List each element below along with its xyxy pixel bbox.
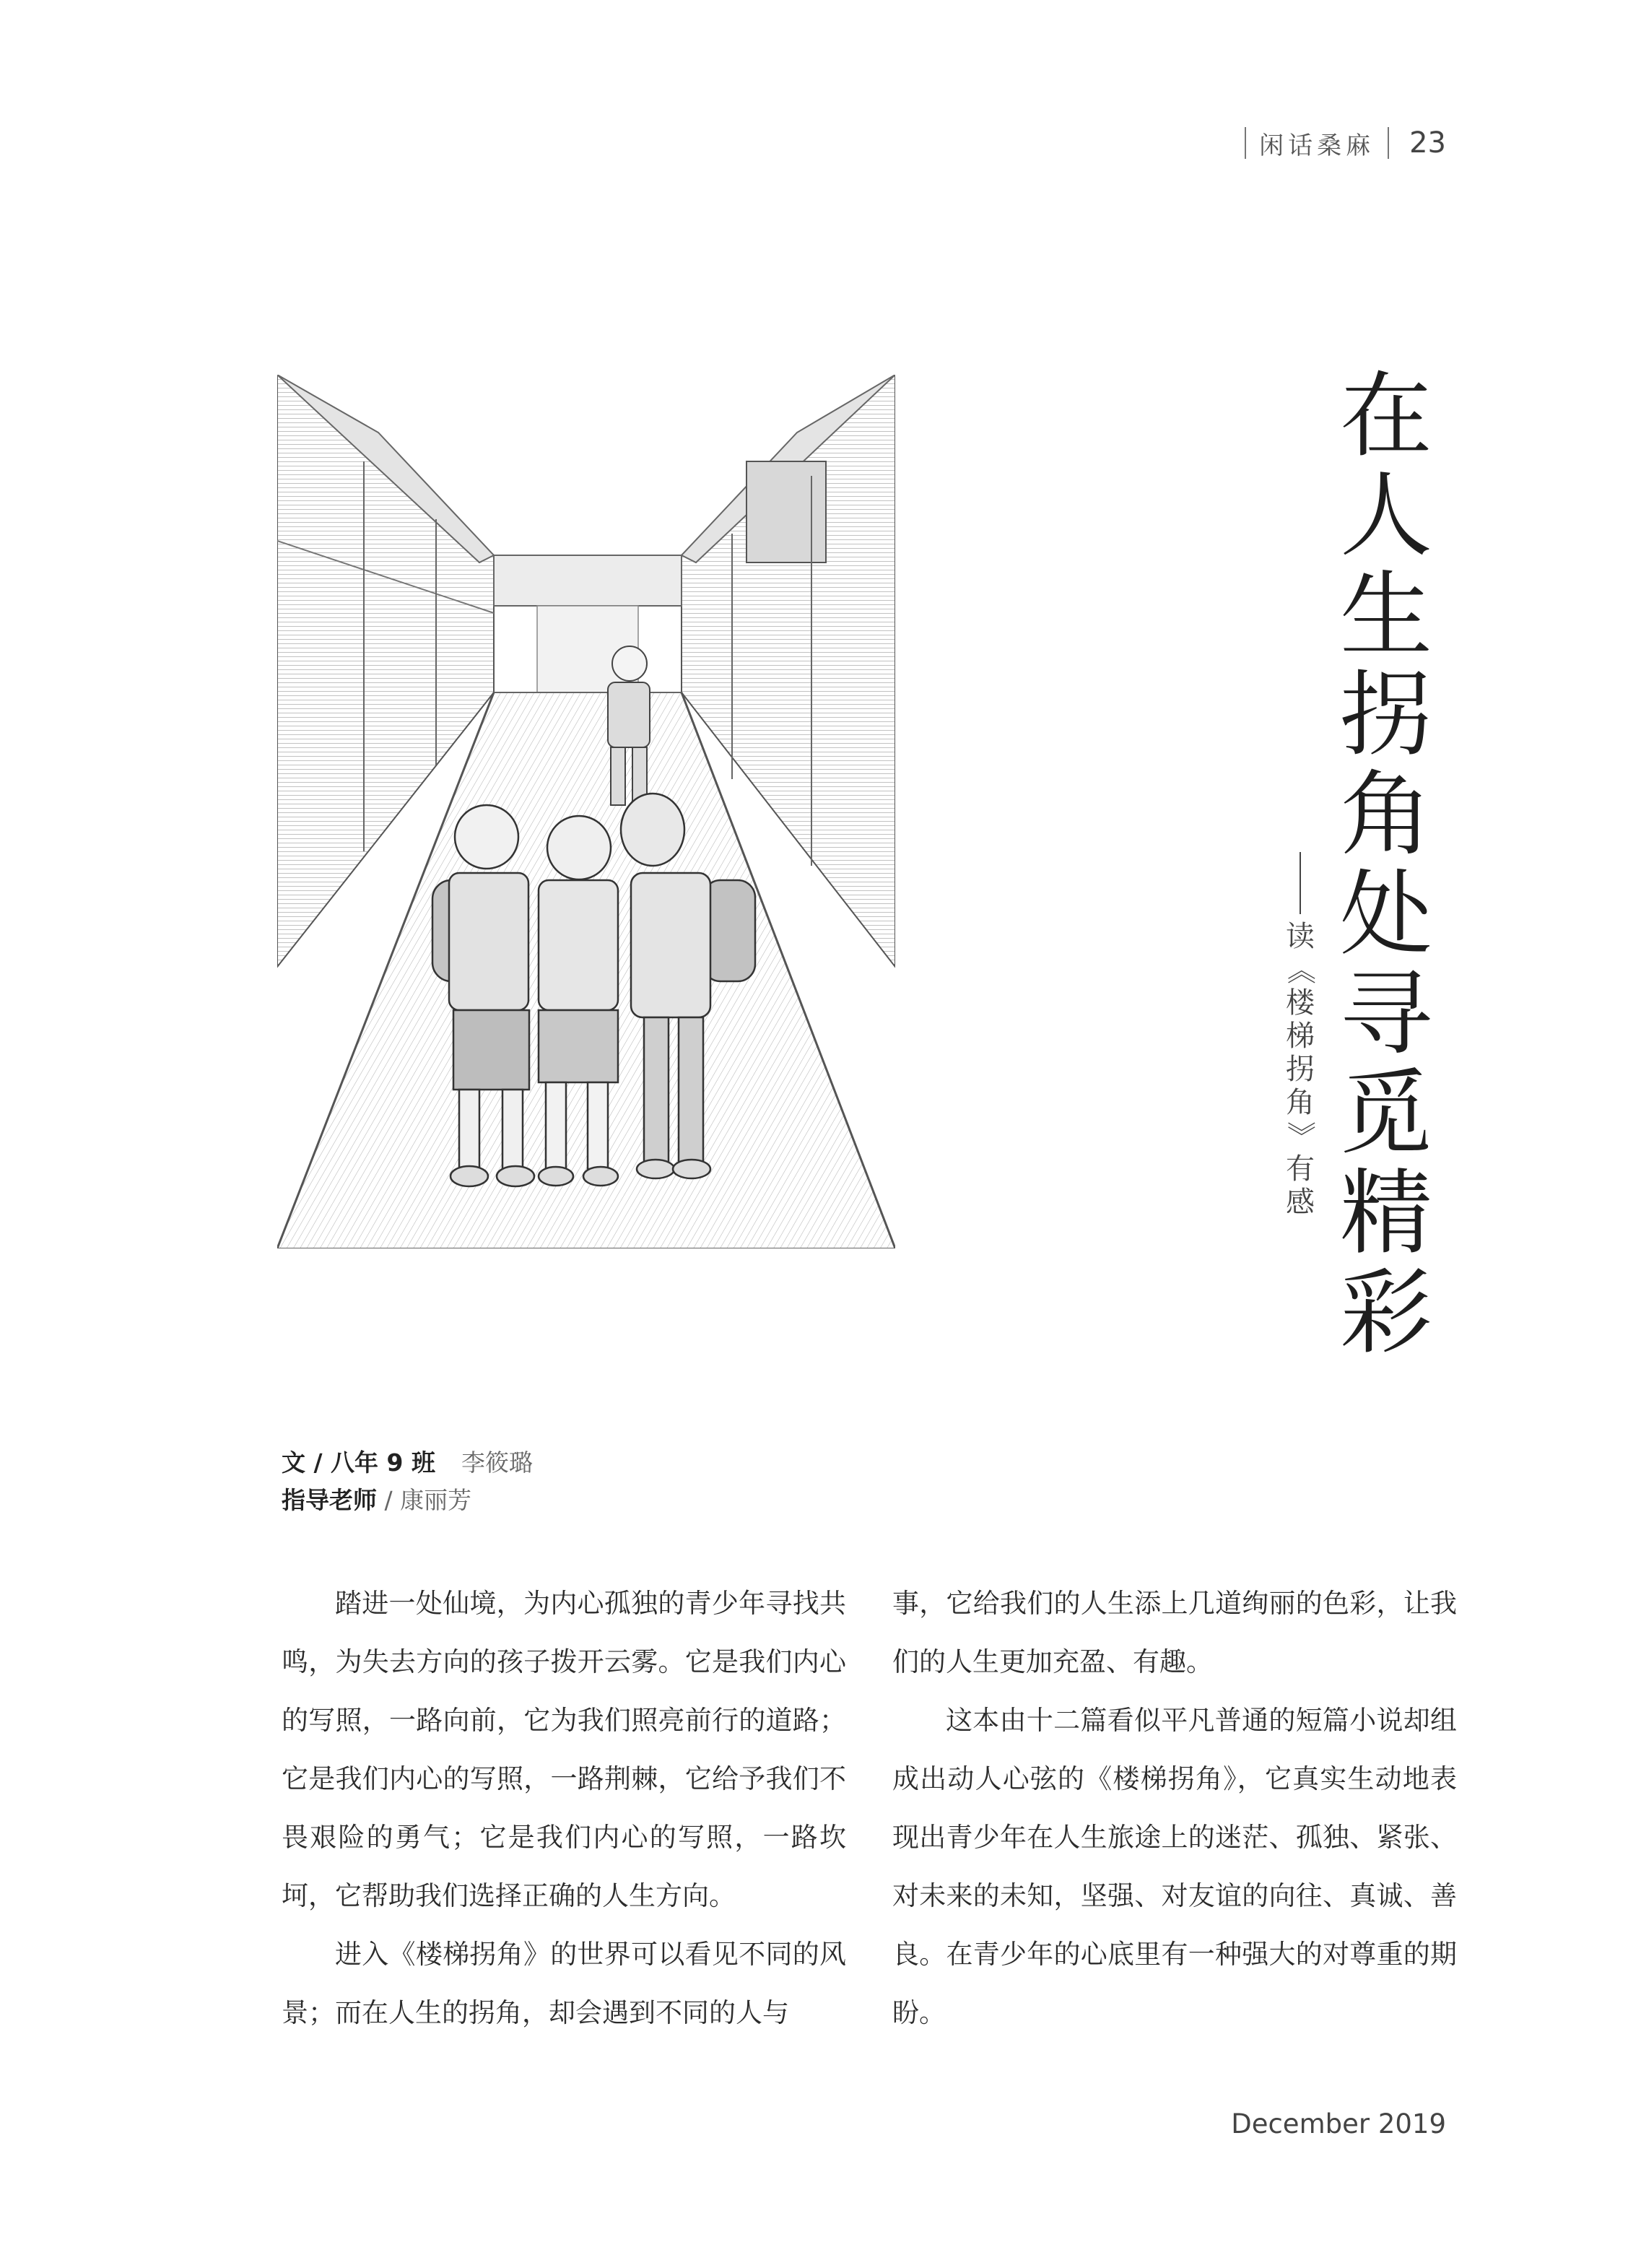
page-number: 23 [1409, 126, 1446, 160]
byline [282, 1444, 533, 1519]
paragraph: 事，它给我们的人生添上几道绚丽的色彩，让我们的人生更加充盈、有趣。 [892, 1588, 1457, 1677]
header-divider [1388, 127, 1389, 159]
subtitle-char: 梯 [1286, 1020, 1315, 1053]
subtitle-char: 角 [1286, 1086, 1315, 1119]
teacher-line [282, 1482, 533, 1519]
teacher-name: / 康丽芳 [384, 1486, 472, 1514]
author-name: 李筱璐 [461, 1448, 533, 1477]
title-char: 彩 [1339, 1259, 1432, 1367]
page-header [1245, 121, 1446, 165]
subtitle-char: 读 [1286, 920, 1315, 953]
subtitle-dash [1300, 852, 1301, 914]
subtitle-char: 拐 [1286, 1053, 1315, 1086]
article-column-left [282, 1574, 846, 2042]
section-name: 闲话桑麻 [1259, 131, 1375, 160]
pencil-sketch-illustration [277, 375, 895, 1248]
title-char: 生 [1339, 562, 1432, 669]
title-char: 处 [1339, 861, 1432, 968]
paragraph: 踏进一处仙境，为内心孤独的青少年寻找共鸣，为失去方向的孩子拨开云雾。它是我们内心的写照，一路向前，它为我们照亮前行的道路；它是我们内心的写照，一路荆棘，它给予我们不畏艰险的勇气；它是我们内心的写照，一路坎坷，它帮助我们选择正确的人生方向。 [282, 1588, 846, 1911]
article-column-right [892, 1574, 1457, 2042]
title-char: 寻 [1339, 960, 1432, 1068]
header-divider [1245, 127, 1246, 159]
issue-date: December 2019 [1231, 2108, 1446, 2139]
title-char: 拐 [1339, 661, 1432, 769]
paragraph: 进入《楼梯拐角》的世界可以看见不同的风景；而在人生的拐角，却会遇到不同的人与 [282, 1939, 846, 2028]
article-subtitle [1275, 852, 1326, 1256]
subtitle-char: 楼 [1286, 986, 1315, 1020]
title-char: 觅 [1339, 1060, 1432, 1168]
subtitle-char: 有 [1286, 1152, 1315, 1186]
subtitle-char: 《 [1284, 955, 1317, 984]
subtitle-char: 感 [1286, 1186, 1315, 1219]
title-char: 在 [1339, 362, 1432, 470]
teacher-label: 指导老师 [282, 1486, 377, 1514]
title-char: 角 [1339, 761, 1432, 869]
title-char: 精 [1339, 1160, 1432, 1267]
subtitle-char: 》 [1284, 1121, 1317, 1150]
title-char: 人 [1339, 462, 1432, 570]
author-line [282, 1444, 533, 1482]
paragraph: 这本由十二篇看似平凡普通的短篇小说却组成出动人心弦的《楼梯拐角》，它真实生动地表现出青少年在人生旅途上的迷茫、孤独、紧张、对未来的未知，坚强、对友谊的向往、真诚、善良。在青少年的心底里有一种强大的对尊重的期盼。 [892, 1705, 1457, 2028]
article-title [1328, 362, 1444, 1367]
author-label: 文 / 八年 9 班 [282, 1448, 435, 1477]
